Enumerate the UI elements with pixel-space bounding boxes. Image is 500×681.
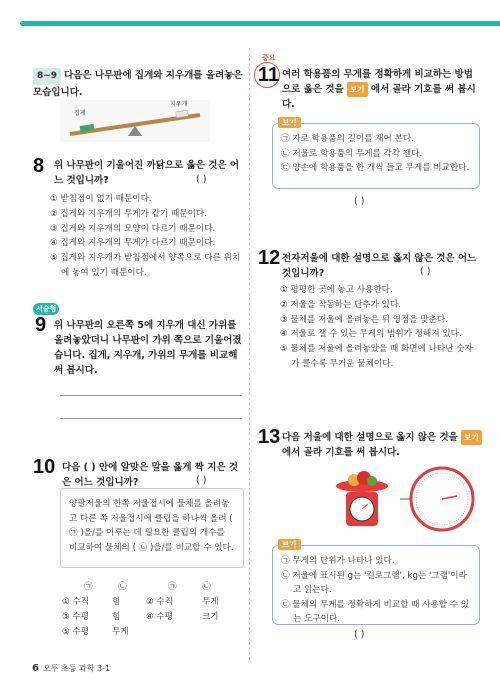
- q11-bogi-label: 보기: [347, 82, 368, 97]
- q13-answer-paren[interactable]: ( ): [354, 629, 365, 640]
- q11-box-label: 보기: [278, 117, 301, 128]
- q8-option-5[interactable]: ⑤ 집게와 지우개가 받침점에서 양쪽으로 다른 위치에 놓여 있기 때문이다.: [50, 253, 241, 278]
- q13-text: 다음 저울에 대한 설명으로 옳지 않은 것을 보기 에서 골라 기호를 써 봅시다.: [282, 430, 482, 460]
- q10-table-header: ㉠ ㉡ ㉠ ㉡: [84, 581, 211, 592]
- q12-text: 전자저울에 대한 설명으로 옳지 않은 것은 어느 것입니까?: [282, 253, 477, 279]
- q9-number: 9: [35, 314, 47, 336]
- q8-option-1[interactable]: ① 받침점이 없기 때문이다.: [50, 194, 152, 204]
- q11-important-tag: 중요: [262, 54, 276, 62]
- q11-text: 여러 학용품의 무게를 정확하게 비교하는 방법으로 옳은 것을 보기 에서 골라 기호를 써 봅시다.: [282, 69, 476, 110]
- q12-option-3[interactable]: ③ 물체를 저울에 올려놓은 뒤 영점을 맞춘다.: [280, 314, 448, 325]
- q13-item-1: ㉠ 무게의 단위가 나타나 있다.: [281, 556, 395, 566]
- q8-option-2[interactable]: ② 집게와 지우개의 무게가 같기 때문이다.: [50, 208, 207, 219]
- page-footer: [32, 663, 110, 674]
- page-number: 6: [32, 663, 39, 674]
- q12-options: [280, 283, 478, 372]
- q8-options: [50, 192, 245, 281]
- column-divider: [249, 48, 250, 660]
- q9-text: 위 나무판의 오른쪽 5에 지우개 대신 가위를 올려놓았더니 나무판이 가위 쪽으로 기울어졌습니다. 집게, 지우개, 가위의 무게를 비교해 써 봅시다.: [54, 320, 242, 376]
- q12-option-5[interactable]: ⑤ 물체를 저울에 올려놓았을 때 화면에 나타난 숫자가 클수록 무거운 물체이다.: [280, 344, 473, 369]
- q9-answer-line-1[interactable]: [60, 395, 242, 396]
- q11-bogi-box: [272, 123, 480, 189]
- q10-choice-table: [62, 578, 242, 638]
- q11-item-1: ㉠ 자로 학용품의 길이를 재어 본다.: [281, 134, 414, 144]
- q12-answer-paren[interactable]: ( ): [420, 266, 431, 277]
- clip-label: 집게: [74, 110, 86, 117]
- q10-text: 다음 ( ) 안에 알맞은 말을 옳게 짝 지은 것은 어느 것입니까?: [62, 462, 239, 488]
- q13-box-label: 보기: [278, 539, 301, 550]
- q12-option-4[interactable]: ④ 저울로 잴 수 있는 무게의 범위가 정해져 있다.: [280, 329, 462, 340]
- q12-option-1[interactable]: ① 평평한 곳에 놓고 사용한다.: [280, 285, 393, 295]
- seesaw-illustration: [60, 100, 210, 142]
- q10-row-1[interactable]: ① 수직 힘 ② 수직 무게: [62, 596, 219, 607]
- q12-number: 12: [258, 247, 281, 269]
- book-title: 오투 초등 과학 3-1: [42, 664, 111, 673]
- q13-number: 13: [258, 426, 281, 448]
- intro-text: 8~9 다음은 나무판에 집게와 지우개를 올려놓은 모습입니다.: [33, 70, 243, 98]
- q8-option-3[interactable]: ③ 집게와 지우개의 모양이 다르기 때문이다.: [50, 223, 216, 234]
- q9-tag: 서술형: [33, 303, 59, 315]
- q8-answer-paren[interactable]: ( ): [196, 174, 207, 185]
- q13-bogi-box: [272, 545, 480, 625]
- q8-number: 8: [33, 155, 45, 177]
- q9-answer-line-2[interactable]: [60, 418, 242, 419]
- q12-option-2[interactable]: ② 저울을 작동하는 단추가 있다.: [280, 299, 401, 310]
- q13-item-2: ㉡ 저울에 표시된 g는 '킬로그램', kg는 '그램'이라고 읽는다.: [281, 570, 467, 595]
- q13-bogi-label: 보기: [461, 430, 482, 445]
- q10-row-3[interactable]: ⑤ 수평 무게: [62, 626, 129, 637]
- kitchen-scale-illustration: [332, 466, 477, 532]
- q10-answer-paren[interactable]: ( ): [196, 475, 207, 486]
- q11-item-3: ㉢ 양손에 학용품을 한 개씩 들고 무게를 비교한다.: [281, 163, 470, 173]
- q10-passage-box: 양팔저울의 한쪽 저울접시에 물체를 올려놓고 다른 쪽 저울접시에 클립을 하나씩 올려 ( ㉠ )을/를 이루는 데 필요한 클립의 개수를 비교하여 물체의 ( ㉡ )을/를 비교할 수 있다.: [60, 488, 244, 568]
- q11-number: 11: [258, 64, 280, 86]
- q11-item-2: ㉡ 저울로 학용품의 무게를 각각 잰다.: [281, 148, 423, 159]
- q11-answer-paren[interactable]: ( ): [354, 196, 365, 207]
- q13-item-3: ㉢ 물체의 무게를 정확하게 비교할 때 사용할 수 있는 도구이다.: [281, 599, 470, 624]
- q10-row-2[interactable]: ③ 수평 힘 ④ 수평 크기: [62, 611, 219, 622]
- q8-text: 위 나무판이 기울어진 까닭으로 옳은 것은 어느 것입니까?: [54, 160, 240, 186]
- eraser-label: 지우개: [170, 101, 188, 108]
- q10-number: 10: [33, 456, 56, 478]
- question-range-badge: 8~9: [33, 68, 61, 85]
- q8-option-4[interactable]: ④ 집게와 지우개의 무게가 다르기 때문이다.: [50, 238, 216, 249]
- top-accent-bar: [20, 21, 500, 26]
